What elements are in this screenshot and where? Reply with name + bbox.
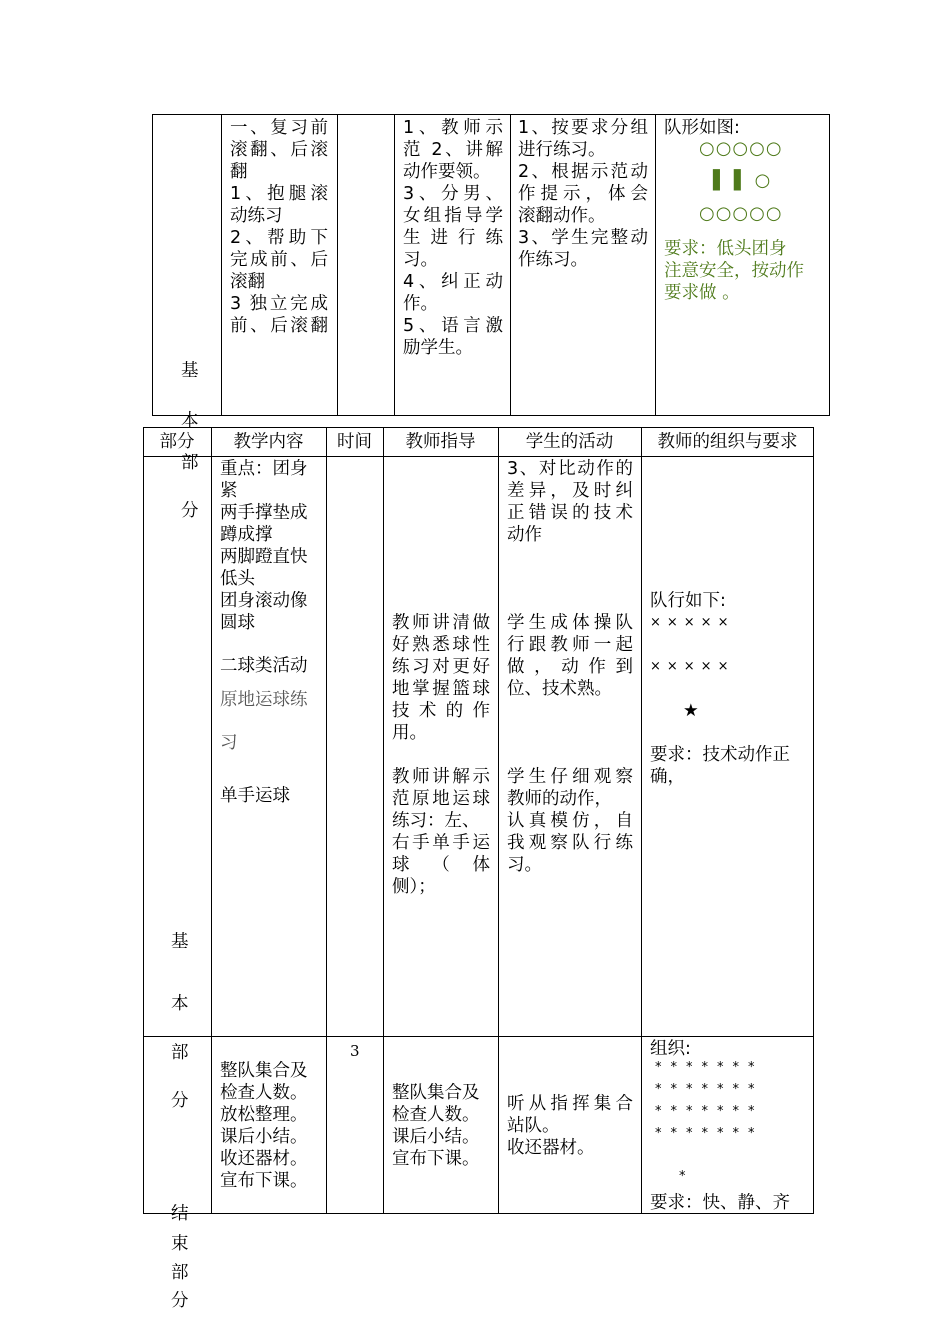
section-label-char: 部: [171, 1043, 189, 1063]
column-divider: [498, 427, 499, 1214]
header-student: 学生的活动: [525, 432, 614, 452]
section-label-char: 部: [171, 1263, 189, 1283]
header-part: 部分: [159, 432, 195, 452]
basic-content-single: 单手运球: [220, 786, 290, 806]
formation-row: *******: [655, 1126, 764, 1141]
section-label-char: 分: [171, 1291, 189, 1311]
section-divider: [143, 1036, 814, 1037]
formation-row: ×××××: [650, 615, 735, 630]
basic-student-cell: 3、对比动作的 差异，及时纠 正错误的技术 动作: [507, 459, 633, 545]
section-label-char: 部: [181, 453, 199, 473]
top-table-divider: [394, 114, 395, 416]
section-label-char: 分: [171, 1091, 189, 1111]
header-divider: [143, 456, 814, 457]
end-org-requirement: 要求：快、静、齐: [650, 1193, 790, 1213]
top-content-cell: 一、复习前 滚翻、后滚 翻 1、抱腿滚 动练习 2、帮助下 完成前、后 滚翻 3 独立完成 前、后滚翻: [230, 118, 328, 336]
basic-teacher-cell: 教师讲解示 范原地运球 练习：左、 右手单手运 球 （ 体 侧）；: [392, 767, 490, 897]
top-student-cell: 1、按要求分组 进行练习。 2、根据示范动 作提示，体会 滚翻动作。 3、学生完整动 作练习。: [518, 118, 648, 270]
basic-content-dribble: 原地运球练: [220, 690, 308, 710]
section-label-char: 基: [181, 361, 199, 381]
basic-org-title: 队行如下:: [650, 591, 726, 611]
column-divider: [211, 427, 212, 1214]
basic-student-cell: 学生仔细观察 教师的动作， 认真模仿，自 我观察队行练 习。: [507, 767, 633, 875]
formation-row: *******: [655, 1104, 764, 1119]
basic-content-ball: 二球类活动: [220, 656, 308, 676]
top-table-divider: [337, 114, 338, 416]
header-org: 教师的组织与要求: [657, 432, 798, 452]
top-table-divider: [510, 114, 511, 416]
basic-org-requirement: 要求：技术动作正 确，: [650, 745, 790, 787]
section-label-char: 结: [171, 1204, 189, 1224]
top-org-title: 队形如图:: [664, 118, 740, 138]
section-label-char: 本: [181, 411, 199, 431]
formation-row: ○○○○○: [699, 138, 783, 159]
column-divider: [326, 427, 327, 1214]
basic-student-cell: 学生成体操队 行跟教师一起 做 ， 动 作 到 位、技术熟。: [507, 613, 633, 699]
formation-row: ○○○○○: [699, 203, 783, 224]
header-time: 时间: [337, 432, 372, 452]
end-content-cell: 整队集合及 检查人数。 放松整理。 课后小结。 收还器材。 宣布下课。: [220, 1061, 308, 1191]
top-table-divider: [655, 114, 656, 416]
header-teacher: 教师指导: [405, 432, 476, 452]
end-time: 3: [350, 1042, 360, 1060]
teacher-position-icon: ★: [683, 701, 699, 721]
teacher-position-icon: *: [679, 1169, 692, 1184]
column-divider: [641, 427, 642, 1214]
end-org-title: 组织:: [650, 1039, 691, 1059]
top-table-divider: [221, 114, 222, 416]
header-content: 教学内容: [233, 432, 304, 452]
formation-row: ×××××: [650, 659, 735, 674]
basic-teacher-cell: 教师讲清做 好熟悉球性 练习对更好 地掌握篮球 技 术 的 作 用。: [392, 613, 490, 743]
section-label-char: 基: [171, 932, 189, 952]
top-teacher-cell: 1、教师示 范 2、讲解 动作要领。 3、分男、 女组指导学 生 进 行 练 习。 4、纠正动 作。 5、语言激 励学生。: [403, 118, 503, 358]
basic-content-dribble: 习: [220, 733, 238, 753]
end-teacher-cell: 整队集合及 检查人数。 课后小结。 宣布下课。: [392, 1083, 480, 1169]
formation-row: ▌▌○: [713, 170, 778, 191]
formation-row: *******: [655, 1082, 764, 1097]
end-student-cell: 听从指挥集合 站队。 收还器材。: [507, 1094, 633, 1158]
top-org-requirement: 要求：低头团身 注意安全，按动作 要求做 。: [664, 239, 804, 303]
basic-content-cell: 重点：团身 紧 两手撑垫成 蹲成撑 两脚蹬直快 低头 团身滚动像 圆球: [220, 459, 308, 633]
section-label-char: 分: [181, 501, 199, 521]
column-divider: [383, 427, 384, 1214]
section-label-char: 本: [171, 994, 189, 1014]
formation-row: *******: [655, 1060, 764, 1075]
section-label-char: 束: [171, 1234, 189, 1254]
